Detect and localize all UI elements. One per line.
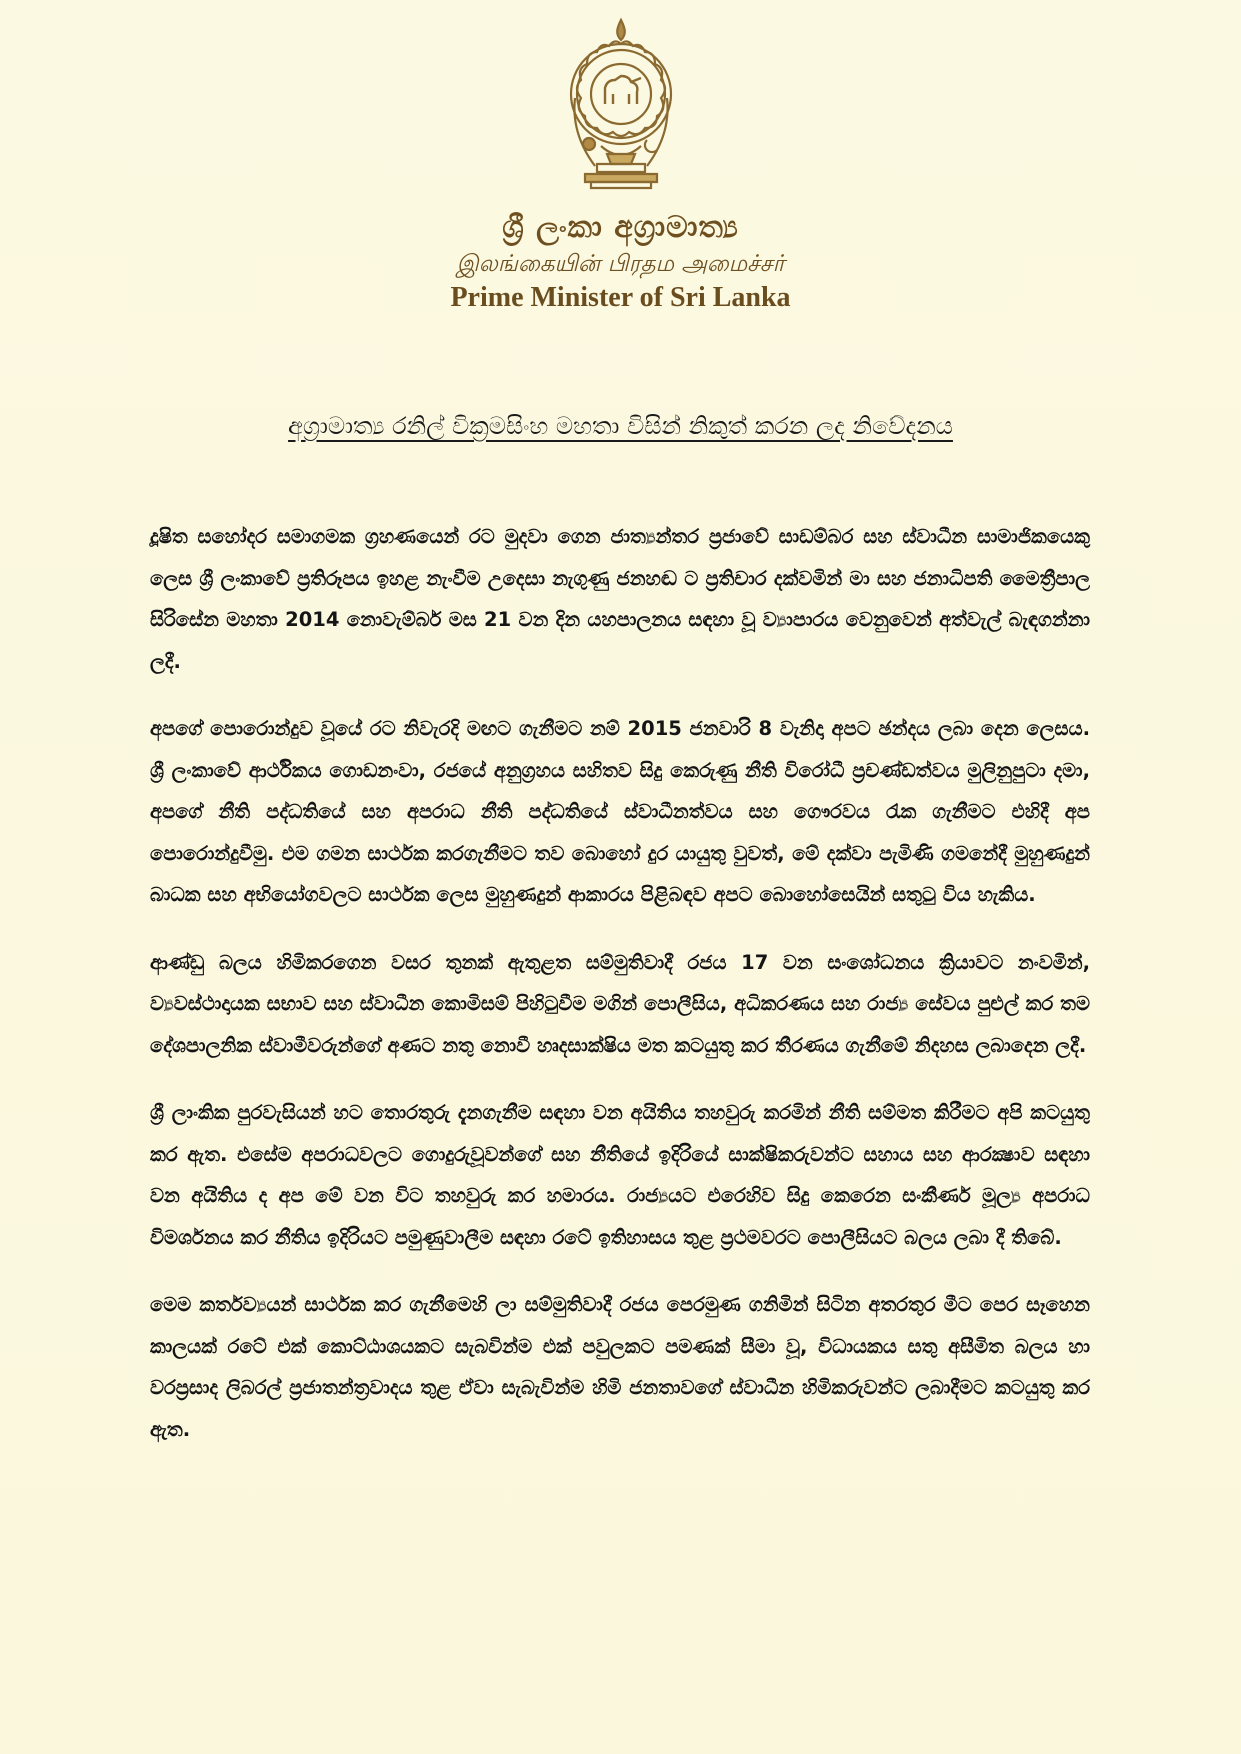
letterhead-sinhala: ශ්‍රී ලංකා අග්‍රාමාත්‍ය xyxy=(502,210,739,245)
paragraph: ශ්‍රී ලාංකික පුරවැසියන් හට තොරතුරු දැනගැනීම සඳහා වන අයිතිය තහවුරු කරමින් නීති සම්මත කිරීමට අපි කටයුතු කර ඇත. එසේම අපරාධවලට ගොදුරුවූවන්ගේ සහ නීතියේ ඉදිරියේ සාක්ෂිකරුවන්ට සහාය සහ ආරක්‍ෂාව සඳහා වන අයිතිය ද අප මේ වන විට තහවුරු කර හමාරය. රාජ්‍යයට එරෙහිව සිදු කෙරෙන සංකීර්ණ මූල්‍ය අපරාධ විමර්ශනය කර නීතිය ඉදිරියට පමුණුවාලීම සඳහා රටේ ඉතිහාසය තුළ ප්‍රථමවරට පොලීසියට බලය ලබා දී තිබේ. xyxy=(150,1101,1090,1249)
letterhead xyxy=(0,14,1241,314)
letterhead-tamil: இலங்கையின் பிரதம அமைச்சர் xyxy=(456,251,785,277)
document-body xyxy=(150,516,1090,1476)
paragraph: මෙම කර්තව්‍යයන් සාර්ථක කර ගැනීමෙහි ලා සම්මුතිවාදී රජය පෙරමුණ ගනිමින් සිටින අතරතුර මීට පෙර සෑහෙන කාලයක් රටේ එක් කොට්ඨාශයකට සැබවින්ම එක් පවුලකට පමණක් සීමා වූ, විධායකය සතු අසීමිත බලය හා වරප්‍රසාද ලිබරල් ප්‍රජාතන්ත්‍රවාදය තුළ ඒවා සැබැවින්ම හිමි ජනතාවගේ ස්වාධීන හිමිකරුවන්ට ලබාදීමට කටයුතු කර ඇත. xyxy=(150,1293,1090,1441)
document-title: අග්‍රාමාත්‍ය රනිල් වික්‍රමසිංහ මහතා විසින් නිකුත් කරන ලද නිවේදනය xyxy=(288,412,953,440)
paragraph: අපගේ පොරොන්දුව වූයේ රට නිවැරදි මඟට ගැනීමට නම් 2015 ජනවාරි 8 වැනිදා අපට ඡන්දය ලබා දෙන ලෙසය. ශ්‍රී ලංකාවේ ආර්ථිකය ගොඩනංවා, රජයේ අනුග්‍රහය සහිතව සිදු කෙරුණු නීති විරෝධී ප්‍රචණ්ඩත්වය මුලිනුපුටා දමා, අපගේ නීති පද්ධතියේ සහ අපරාධ නීති පද්ධතියේ ස්වාධීනත්වය සහ ගෞරවය රැක ගැනීමට එහිදී අප පොරොන්දුවීමු. එම ගමන සාර්ථක කරගැනීමට තව බොහෝ දුර යායුතු වුවත්, මේ දක්වා පැමිණි ගමනේදී මුහුණදුන් බාධක සහ අභියෝගවලට සාර්ථක ලෙස මුහුණදුන් ආකාරය පිළිබඳව අපට බොහෝසෙයින් සතුටු විය හැකිය. xyxy=(150,717,1090,906)
paragraph: දූෂිත සහෝදර සමාගමක ග්‍රහණයෙන් රට මුදවා ගෙන ජාත්‍යන්තර ප්‍රජාවේ සාඩම්බර සහ ස්වාධීන සාමාජිකයෙකු ලෙස ශ්‍රී ලංකාවේ ප්‍රතිරූපය ඉහළ නැංවීම උදෙසා නැගුණු ජනහඬ ට ප්‍රතිචාර දක්වමින් මා සහ ජනාධිපති මෛත්‍රීපාල සිරිසේන මහතා 2014 නොවැම්බර් මස 21 වන දින යහපාලනය සඳහා වූ ව්‍යාපාරය වෙනුවෙන් අත්වැල් බැඳගන්නා ලදී. xyxy=(150,525,1090,673)
letterhead-english: Prime Minister of Sri Lanka xyxy=(450,282,791,313)
paragraph: ආණ්ඩු බලය හිමිකරගෙන වසර තුනක් ඇතුළත සම්මුතිවාදී රජය 17 වන සංශෝධනය ක්‍රියාවට නංවමින්, ව්‍යවස්ථාදායක සභාව සහ ස්වාධීන කොමිසම් පිහිටුවීම මගින් පොලීසිය, අධිකරණය සහ රාජ්‍ය සේවය පුළුල් කර තම දේශපාලනික ස්වාමීවරුන්ගේ අණට නතු නොවී හෘදසාක්ෂිය මත කටයුතු කර තීරණය ගැනීමේ නිදහස ලබාදෙන ලදී. xyxy=(150,950,1090,1057)
sri-lanka-state-emblem-icon xyxy=(561,14,681,192)
